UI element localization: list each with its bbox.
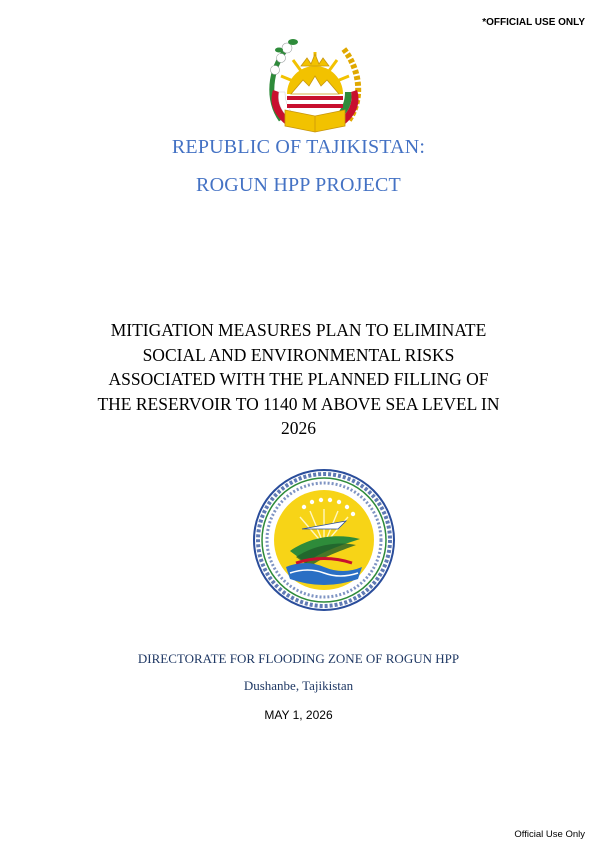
document-title-line: ASSOCIATED WITH THE PLANNED FILLING OF [108,369,489,389]
footer-classification-marking: Official Use Only [514,829,585,840]
location: Dushanbe, Tajikistan [243,678,354,693]
document-title-line: MITIGATION MEASURES PLAN TO ELIMINATE [110,320,487,340]
document-title-line: 2026 [281,418,316,438]
project-title: ROGUN HPP PROJECT [196,174,401,196]
document-title-line: THE RESERVOIR TO 1140 M ABOVE SEA LEVEL IN [97,393,500,414]
organization-name: DIRECTORATE FOR FLOODING ZONE OF ROGUN HPP [137,651,460,666]
document-title-line: SOCIAL AND ENVIRONMENTAL RISKS [142,344,455,365]
state-emblem-of-tajikistan-icon [257,30,373,136]
country-title: REPUBLIC OF TAJIKISTAN: [171,136,426,158]
document-date: MAY 1, 2026 [264,708,333,722]
classification-marking: *OFFICIAL USE ONLY [482,17,585,28]
document-title [70,318,527,441]
directorate-seal-icon [250,467,398,613]
